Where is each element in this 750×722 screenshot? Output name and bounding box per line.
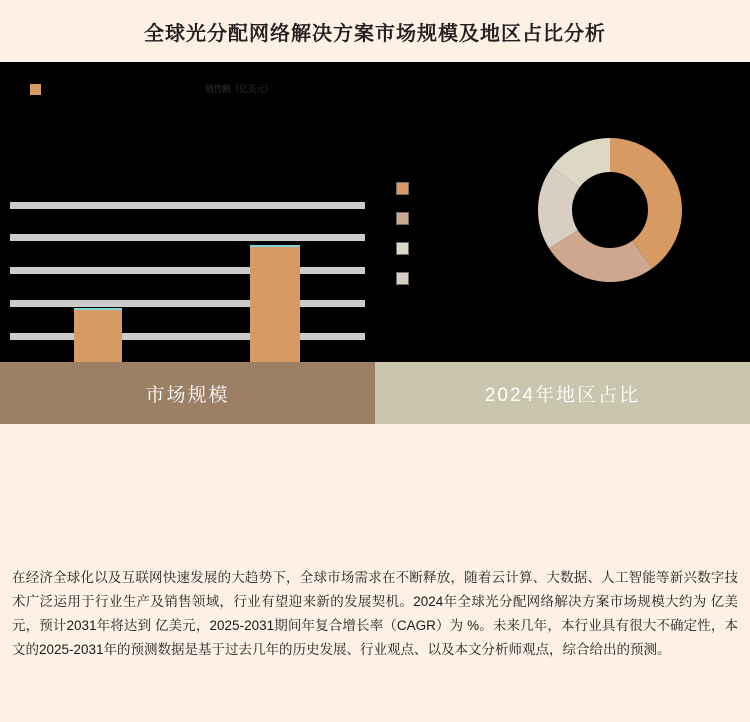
- pie-legend-swatch-icon: [396, 272, 409, 285]
- gridline: [10, 234, 365, 241]
- description-section: [0, 424, 750, 662]
- gridline: [10, 202, 365, 209]
- donut-chart-svg: [514, 114, 706, 306]
- page-title: 全球光分配网络解决方案市场规模及地区占比分析: [144, 22, 606, 45]
- gridline: [10, 267, 365, 274]
- tab-region-share[interactable]: [375, 362, 750, 424]
- tab-bar: [0, 362, 750, 424]
- legend-swatch-icon: [30, 84, 41, 95]
- bar-2031: [250, 245, 300, 362]
- tab-market-size[interactable]: [0, 362, 375, 424]
- chart-area: [0, 62, 750, 362]
- tab-region-share-label: 2024年地区占比: [484, 384, 641, 406]
- gridline: [10, 333, 365, 340]
- pie-legend-swatch-icon: [396, 182, 409, 195]
- bar-2024: [74, 308, 122, 362]
- bar-chart-axis-note: [205, 82, 273, 95]
- description-text: 在经济全球化以及互联网快速发展的大趋势下，全球市场需求在不断释放，随着云计算、大数据、人工智能等新兴数字技术广泛运用于行业生产及销售领域，行业有望迎来新的发展契机。2024年全球光分配网络解决方案市场规模大约为 亿美元，预计2031年将达到 亿美元，2025-2031期间年复合增长率（CAGR）为 %。未来几年，本行业具有很大不确定性，本文的2025-2031年的预测数据是基于过去几年的历史发展、行业观点、以及本文分析师观点，综合给出的预测。: [12, 569, 738, 657]
- bar-chart-axis-note-label: 销售额（亿美元）: [205, 84, 274, 94]
- pie-legend-swatch-icon: [396, 212, 409, 225]
- bar-chart-legend: [30, 84, 47, 95]
- tab-market-size-label: 市场规模: [145, 384, 230, 406]
- donut-chart: [514, 114, 706, 306]
- gridline: [10, 300, 365, 307]
- title-band: [0, 0, 750, 62]
- pie-legend-swatch-icon: [396, 242, 409, 255]
- pie-chart-legend: [396, 182, 409, 285]
